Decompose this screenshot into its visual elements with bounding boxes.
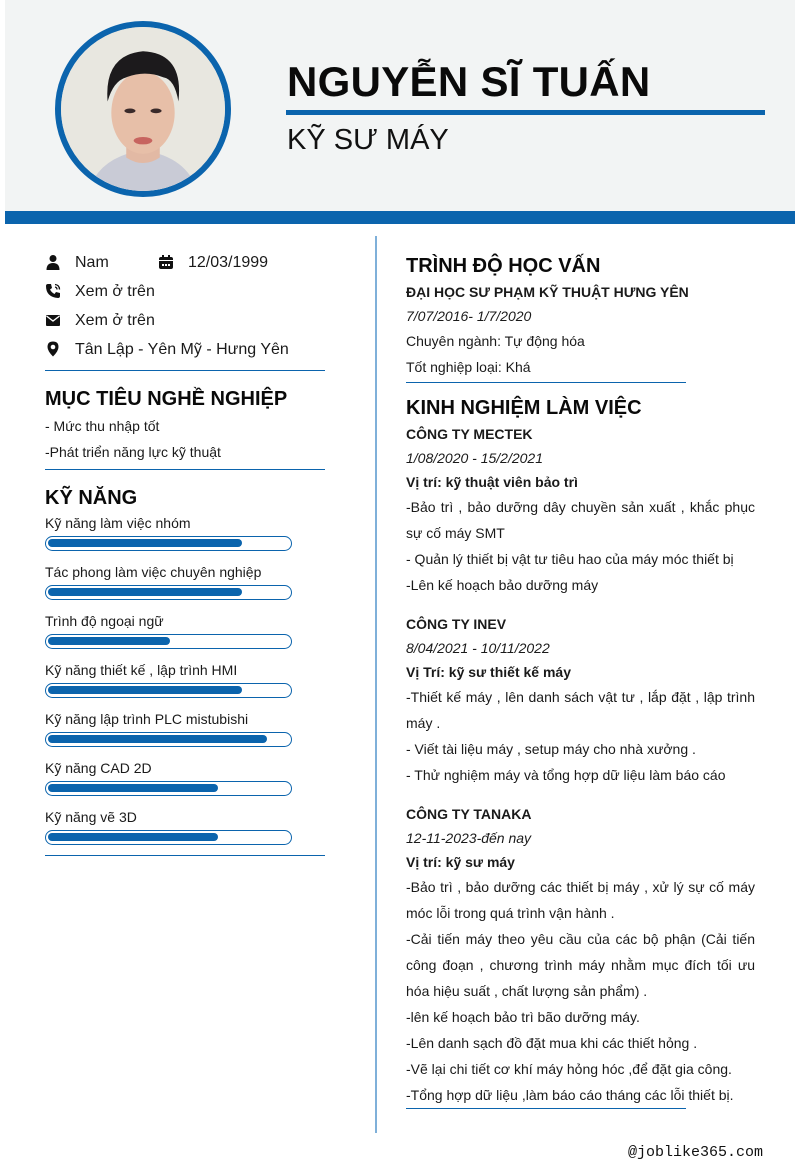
job-position: Vị Trí: kỹ sư thiết kế máy	[406, 664, 571, 680]
right-column	[406, 252, 755, 1109]
job-entry	[406, 612, 755, 788]
skill-bar-fill	[48, 686, 242, 694]
skill-label: Kỹ năng lập trình PLC mistubishi	[45, 711, 249, 727]
job-dates: 8/04/2021 - 10/11/2022	[406, 640, 550, 656]
experience-title: KINH NGHIỆM LÀM VIỆC	[406, 397, 642, 419]
education-title: TRÌNH ĐỘ HỌC VẤN	[406, 255, 601, 277]
skill-label: Tác phong làm việc chuyên nghiệp	[45, 564, 262, 580]
skill-bar	[45, 830, 292, 845]
contact-address	[45, 335, 325, 364]
column-divider	[375, 236, 377, 1133]
skill-label: Kỹ năng vẽ 3D	[45, 809, 137, 825]
company-name: CÔNG TY MECTEK	[406, 426, 533, 442]
skill-bar	[45, 536, 292, 551]
skill-label: Trình độ ngoại ngữ	[45, 613, 164, 629]
skill-bar	[45, 781, 292, 796]
job-duty: - Quản lý thiết bị vật tư tiêu hao của máy móc thiết bị	[406, 551, 734, 567]
job-position: Vị trí: kỹ thuật viên bảo trì	[406, 474, 578, 490]
job-dates: 1/08/2020 - 15/2/2021	[406, 450, 544, 466]
birthday-value: 12/03/1999	[188, 254, 269, 271]
watermark: @joblike365.com	[628, 1144, 764, 1161]
skills-title: KỸ NĂNG	[45, 487, 138, 509]
skill-bar	[45, 683, 292, 698]
section-divider	[45, 469, 325, 470]
skill-item	[45, 659, 325, 698]
skill-label: Kỹ năng làm việc nhóm	[45, 515, 191, 531]
skill-bar-fill	[48, 637, 170, 645]
job-entry	[406, 802, 755, 1108]
skill-item	[45, 757, 325, 796]
skill-label: Kỹ năng thiết kế , lập trình HMI	[45, 662, 238, 678]
job-duty: -lên kế hoạch bảo trì bão dưỡng máy.	[406, 1009, 640, 1025]
objective-line: - Mức thu nhập tốt	[45, 418, 160, 434]
skill-item	[45, 806, 325, 845]
contact-email	[45, 306, 325, 335]
objective-line: -Phát triển năng lực kỹ thuật	[45, 444, 221, 460]
user-icon	[45, 254, 61, 270]
education-major: Chuyên ngành: Tự động hóa	[406, 333, 585, 349]
email-value: Xem ở trên	[75, 312, 155, 329]
location-pin-icon	[45, 341, 61, 357]
job-duty: -Tổng hợp dữ liệu ,làm báo cáo tháng các lỗi thiết bị.	[406, 1087, 734, 1103]
company-name: CÔNG TY INEV	[406, 616, 507, 632]
gender-value: Nam	[75, 254, 109, 271]
profile-photo	[55, 21, 231, 197]
envelope-icon	[45, 312, 61, 328]
skill-bar	[45, 585, 292, 600]
job-duty: -Cải tiến máy theo yêu cầu của các bộ phận (Cải tiến công đoạn , chương trình máy nhằm mục đích tối ưu hóa hiệu suất , chất lượng sản phẩm) .	[406, 931, 755, 999]
school-name: ĐẠI HỌC SƯ PHẠM KỸ THUẬT HƯNG YÊN	[406, 284, 689, 300]
skill-item	[45, 512, 325, 551]
skill-bar	[45, 634, 292, 649]
skill-bar-fill	[48, 735, 267, 743]
address-value: Tân Lập - Yên Mỹ - Hưng Yên	[75, 341, 289, 358]
section-divider	[406, 382, 686, 383]
header-accent-bar	[5, 211, 795, 224]
job-entry	[406, 422, 755, 598]
calendar-icon	[158, 254, 174, 270]
job-duty: - Viết tài liệu máy , setup máy cho nhà xưởng .	[406, 741, 696, 757]
jobs-list	[406, 422, 755, 1108]
contact-phone	[45, 277, 325, 306]
job-duty: -Thiết kế máy , lên danh sách vật tư , lắp đặt , lập trình máy .	[406, 689, 755, 731]
skill-item	[45, 610, 325, 649]
phone-icon	[45, 283, 61, 299]
skill-bar-fill	[48, 784, 218, 792]
section-divider	[45, 370, 325, 371]
contact-gender-birthday	[45, 248, 325, 277]
education-grade: Tốt nghiệp loại: Khá	[406, 359, 531, 375]
skill-item	[45, 708, 325, 747]
job-duty: -Bảo trì , bảo dưỡng dây chuyền sản xuất , khắc phục sự cố máy SMT	[406, 499, 755, 541]
left-column	[45, 248, 325, 856]
job-duty: - Thử nghiệm máy và tổng hợp dữ liệu làm báo cáo	[406, 767, 726, 783]
skill-bar-fill	[48, 588, 242, 596]
candidate-name: NGUYỄN SĨ TUẤN	[287, 58, 651, 105]
job-duty: -Lên danh sạch đồ đặt mua khi các thiết hỏng .	[406, 1035, 698, 1051]
objective-title: MỤC TIÊU NGHỀ NGHIỆP	[45, 388, 288, 410]
skills-list	[45, 512, 325, 845]
job-duty: -Vẽ lại chi tiết cơ khí máy hỏng hóc ,để đặt gia công.	[406, 1061, 732, 1077]
skill-bar	[45, 732, 292, 747]
skill-bar-fill	[48, 833, 218, 841]
job-duty: -Bảo trì , bảo dưỡng các thiết bị máy , xử lý sự cố máy móc lỗi trong quá trình vận hành .	[406, 879, 755, 921]
job-position: Vị trí: kỹ sư máy	[406, 854, 515, 870]
skill-bar-fill	[48, 539, 242, 547]
section-divider	[45, 855, 325, 856]
skill-item	[45, 561, 325, 600]
portrait-image	[61, 27, 225, 191]
company-name: CÔNG TY TANAKA	[406, 806, 532, 822]
phone-value: Xem ở trên	[75, 283, 155, 300]
education-dates: 7/07/2016- 1/7/2020	[406, 308, 532, 324]
job-title: KỸ SƯ MÁY	[287, 124, 449, 156]
name-divider	[286, 110, 765, 115]
skill-label: Kỹ năng CAD 2D	[45, 760, 152, 776]
job-duty: -Lên kế hoạch bảo dưỡng máy	[406, 577, 599, 593]
section-divider	[406, 1108, 686, 1109]
job-dates: 12-11-2023-đến nay	[406, 830, 532, 846]
